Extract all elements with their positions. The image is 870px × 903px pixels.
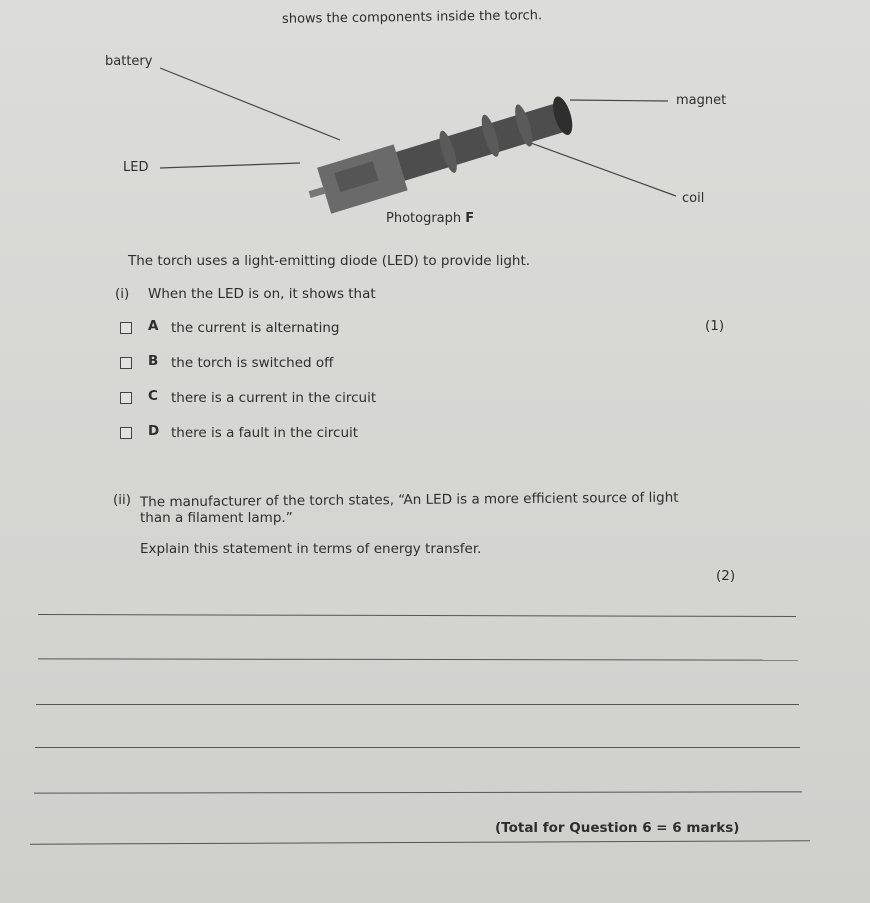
part-ii-question-line1: The manufacturer of the torch states, “An LED is a more efficient source of light	[139, 489, 679, 511]
torch-image	[302, 90, 578, 218]
figure-caption: Photograph F	[386, 211, 475, 226]
part-ii-number: (ii)	[113, 492, 132, 508]
option-b-text: the torch is switched off	[171, 355, 334, 371]
option-d-checkbox[interactable]	[120, 427, 132, 439]
option-d-letter: D	[148, 423, 160, 439]
label-battery: battery	[105, 54, 153, 69]
option-a-letter: A	[148, 318, 159, 334]
option-d-text: there is a fault in the circuit	[171, 425, 359, 441]
answer-line-1[interactable]	[38, 614, 796, 617]
answer-line-5[interactable]	[34, 791, 802, 793]
part-i-question: When the LED is on, it shows that	[148, 286, 376, 302]
answer-line-3[interactable]	[36, 704, 799, 705]
intro-text: shows the components inside the torch.	[281, 8, 543, 27]
magnet-leader	[570, 100, 668, 101]
label-magnet: magnet	[676, 93, 727, 108]
torch-photograph	[0, 0, 870, 240]
option-c-checkbox[interactable]	[120, 392, 132, 404]
option-b-checkbox[interactable]	[120, 357, 132, 369]
option-a-checkbox[interactable]	[120, 322, 132, 334]
option-b-letter: B	[148, 353, 159, 369]
battery-leader	[160, 68, 340, 140]
led-leader	[160, 163, 300, 168]
label-led: LED	[123, 160, 149, 175]
total-marks: (Total for Question 6 = 6 marks)	[495, 820, 740, 836]
part-i-marks: (1)	[705, 318, 725, 334]
stem-text: The torch uses a light-emitting diode (LED) to provide light.	[128, 253, 531, 269]
part-i-number: (i)	[115, 286, 130, 302]
total-divider	[30, 840, 810, 844]
option-a-text: the current is alternating	[171, 320, 340, 336]
answer-line-2[interactable]	[38, 658, 798, 660]
option-c-letter: C	[148, 388, 158, 404]
part-ii-instruction: Explain this statement in terms of energy transfer.	[140, 541, 482, 557]
label-coil: coil	[682, 191, 705, 206]
option-c-text: there is a current in the circuit	[171, 390, 377, 406]
part-ii-marks: (2)	[716, 568, 736, 584]
answer-line-4[interactable]	[35, 747, 800, 748]
part-ii-question-line2: than a filament lamp.”	[140, 510, 293, 526]
